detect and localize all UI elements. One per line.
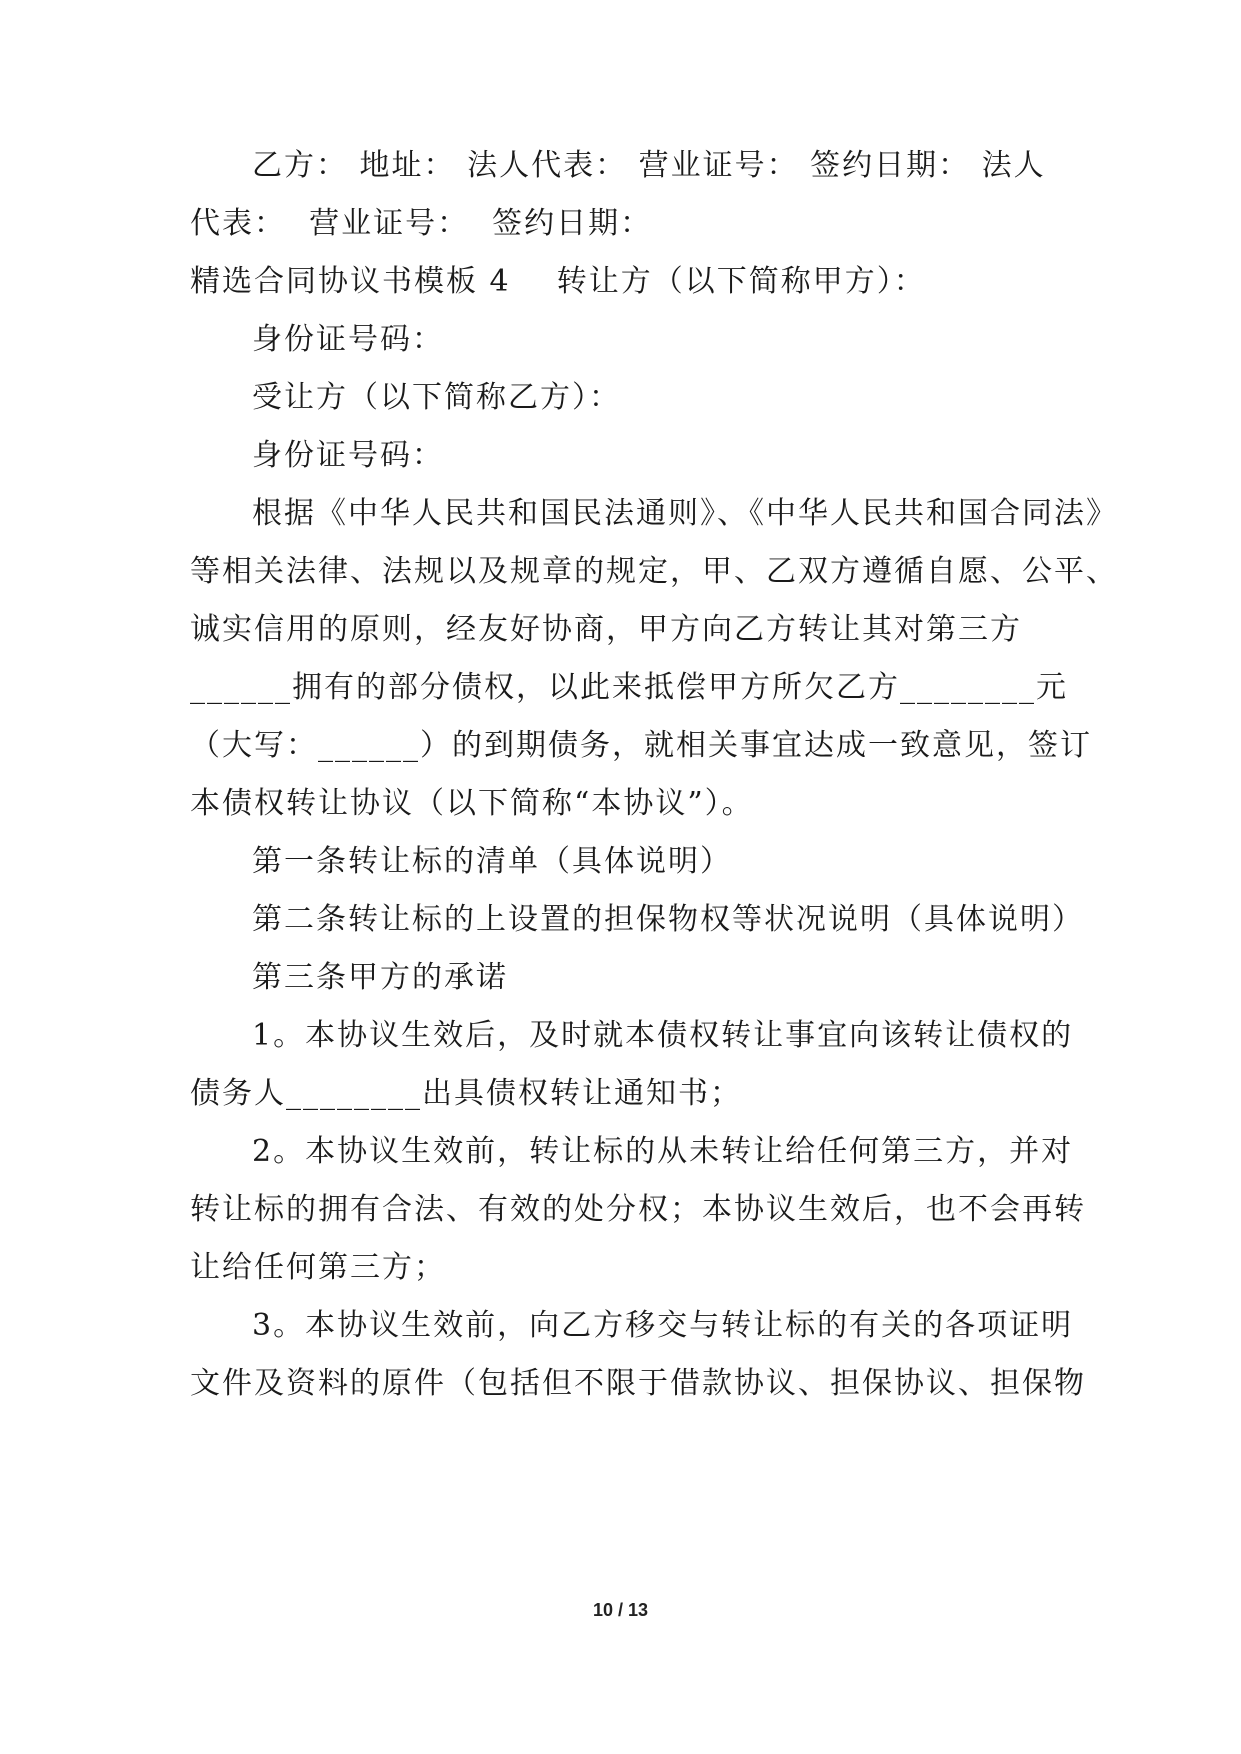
text-line: ______拥有的部分债权，以此来抵偿甲方所欠乙方________元: [190, 670, 1068, 705]
text-line: 债务人________出具债权转让通知书；: [190, 1076, 742, 1111]
text-line: 身份证号码：: [252, 438, 444, 473]
text-line: 精选合同协议书模板 4 转让方（以下简称甲方）：: [190, 264, 926, 299]
text-line: 文件及资料的原件（包括但不限于借款协议、担保协议、担保物: [190, 1366, 1086, 1401]
text-line: 3。本协议生效前，向乙方移交与转让标的有关的各项证明: [252, 1308, 1074, 1343]
text-line: 第一条转让标的清单（具体说明）: [252, 844, 732, 879]
text-line: 诚实信用的原则，经友好协商，甲方向乙方转让其对第三方: [190, 612, 1022, 647]
text-line: 转让标的拥有合法、有效的处分权；本协议生效后，也不会再转: [190, 1192, 1086, 1227]
text-line: 根据《中华人民共和国民法通则》、《中华人民共和国合同法》: [252, 496, 1118, 531]
page-number: 10 / 13: [592, 1600, 649, 1620]
text-line: 本债权转让协议（以下简称“本协议”）。: [190, 786, 754, 821]
text-line: 身份证号码：: [252, 322, 444, 357]
text-line: 第二条转让标的上设置的担保物权等状况说明（具体说明）: [252, 902, 1084, 937]
text-line: 代表： 营业证号： 签约日期：: [190, 206, 653, 241]
text-line: 2。本协议生效前，转让标的从未转让给任何第三方，并对: [252, 1134, 1074, 1169]
text-line: （大写：______）的到期债务，就相关事宜达成一致意见，签订: [190, 728, 1092, 763]
text-line: 等相关法律、法规以及规章的规定，甲、乙双方遵循自愿、公平、: [190, 554, 1118, 589]
text-line: 第三条甲方的承诺: [252, 960, 508, 995]
text-line: 受让方（以下简称乙方）：: [252, 380, 621, 415]
text-line: 让给任何第三方；: [190, 1250, 446, 1285]
text-line: 1。本协议生效后，及时就本债权转让事宜向该转让债权的: [252, 1018, 1074, 1053]
text-line: 乙方： 地址： 法人代表： 营业证号： 签约日期： 法人: [252, 148, 1046, 183]
